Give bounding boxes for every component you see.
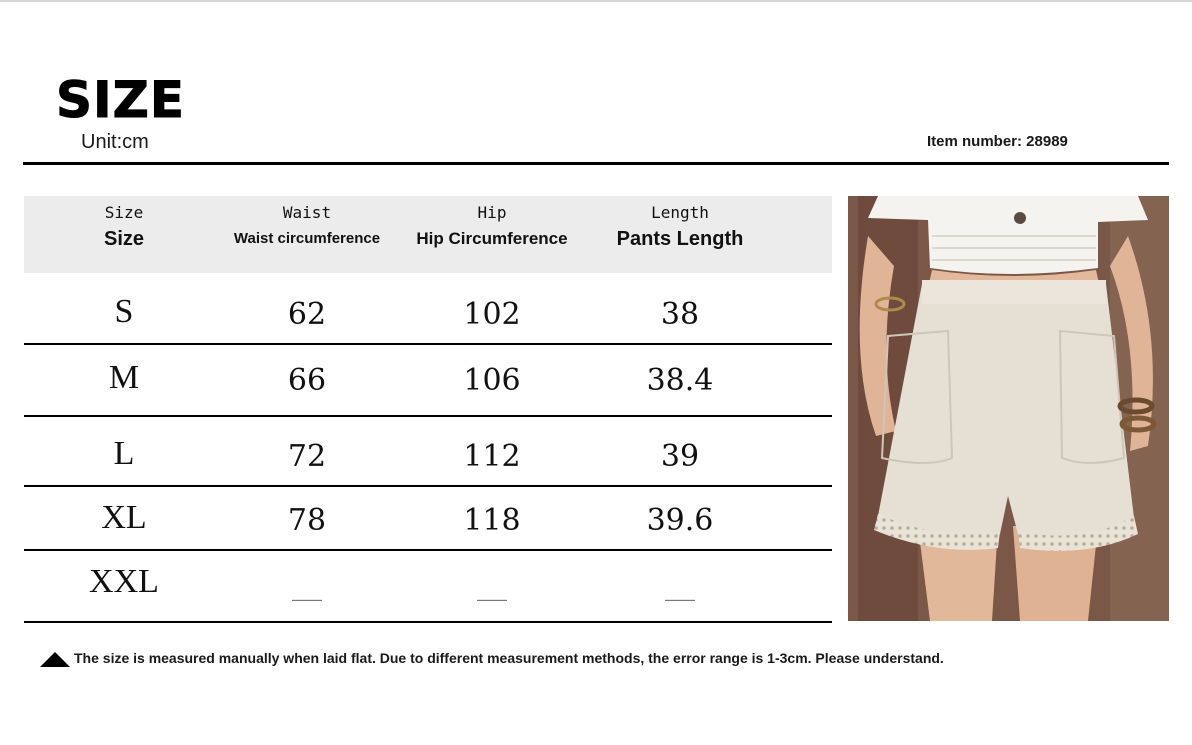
waist-cell: 72 (287, 439, 327, 474)
length-cell: __ (665, 567, 695, 602)
title-divider (23, 162, 1169, 165)
hip-cell: 112 (463, 439, 521, 474)
length-cell: 38 (660, 297, 700, 332)
header-hip (404, 196, 580, 273)
header-size-label: Size (104, 203, 144, 222)
waist-cell: 78 (287, 503, 327, 538)
table-row (24, 345, 832, 417)
size-cell: S (114, 293, 134, 330)
measurement-note-text: The size is measured manually when laid flat. Due to different measurement methods, the error range is 1-3cm. Please understand. (74, 650, 944, 666)
waist-cell: 66 (287, 363, 327, 398)
waist-cell: 62 (287, 297, 327, 332)
header-waist-label: Waist (282, 203, 332, 222)
header-length-sublabel: Pants Length (616, 228, 744, 250)
header-size-sublabel: Size (103, 228, 145, 250)
hip-cell: 106 (463, 363, 521, 398)
header-size (54, 196, 194, 273)
item-number: Item number: 28989 (927, 133, 1068, 150)
triangle-icon (40, 652, 70, 667)
size-cell: XXL (89, 563, 159, 600)
length-cell: 39.6 (646, 503, 714, 538)
table-header (24, 196, 832, 273)
size-table (24, 196, 832, 602)
length-cell: 39 (660, 439, 700, 474)
table-row (24, 551, 832, 623)
header-hip-sublabel: Hip Circumference (416, 229, 568, 248)
header-length (600, 196, 760, 273)
hip-cell: 118 (463, 503, 521, 538)
header-waist (224, 196, 390, 273)
table-row (24, 487, 832, 551)
measurement-note (40, 650, 944, 667)
top-border (0, 0, 1192, 2)
size-cell: XL (101, 499, 147, 536)
size-cell: L (113, 435, 135, 472)
row-divider (24, 621, 832, 623)
size-cell: M (108, 359, 140, 396)
shorts-model-illustration (848, 196, 1169, 621)
waist-cell: __ (292, 567, 322, 602)
hip-cell: __ (477, 567, 507, 602)
product-photo (848, 196, 1169, 621)
header-hip-label: Hip (477, 203, 507, 222)
length-cell: 38.4 (646, 363, 714, 398)
page-title: SIZE (56, 71, 186, 129)
table-row (24, 417, 832, 487)
header-length-label: Length (651, 203, 709, 222)
hip-cell: 102 (463, 297, 521, 332)
header-waist-sublabel: Waist circumference (233, 230, 381, 247)
table-row (24, 273, 832, 345)
unit-label: Unit:cm (81, 131, 149, 153)
